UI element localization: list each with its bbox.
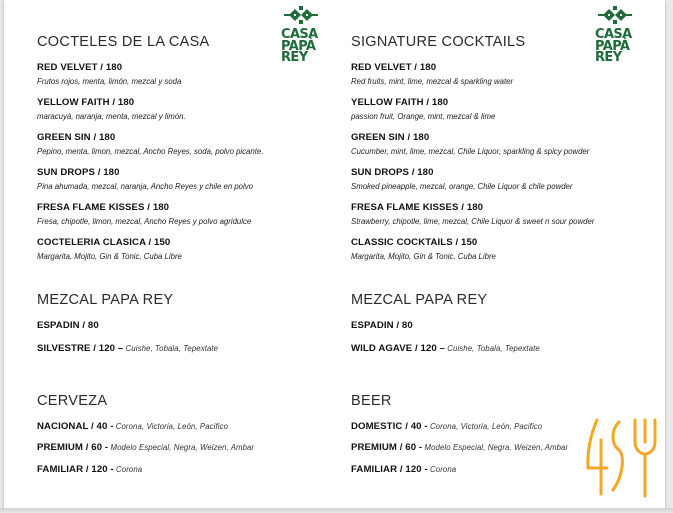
section-title-beer: CERVEZA xyxy=(37,393,108,409)
item-name: SUN DROPS / 180 xyxy=(351,167,434,178)
item-description: Cuishe, Tobala, Tepextate xyxy=(123,344,219,353)
section-title-mezcal: MEZCAL PAPA REY xyxy=(37,292,174,308)
item-name: ESPADIN / 80 xyxy=(37,320,99,331)
item-description: Modelo Especial, Negra, Weizen, Ambar xyxy=(422,443,569,452)
item-description: Corona xyxy=(427,465,457,474)
item-name: YELLOW FAITH / 180 xyxy=(351,97,449,108)
item-description: maracuyá, naranja, menta, mezcal y limón. xyxy=(37,112,186,121)
item-name: RED VELVET / 180 xyxy=(351,62,437,73)
item-description: Fresa, chipotle, limon, mezcal, Ancho Reyes y polvo agridulce xyxy=(37,217,252,226)
item-description: Cucumber, mint, lime, mezcal, Chile Liquor, sparkling & spicy powder xyxy=(351,147,590,156)
item-name: NACIONAL / 40 - Corona, Victoria, León, Pacifico xyxy=(37,421,229,432)
item-name: FRESA FLAME KISSES / 180 xyxy=(37,202,170,213)
item-description: Frutos rojos, menta, limón, mezcal y soda xyxy=(37,77,182,86)
item-description: Smoked pineapple, mezcal, orange, Chile Liquor & chile powder xyxy=(351,182,573,191)
item-name: WILD AGAVE / 120 – Cuishe, Tobala, Tepextate xyxy=(351,343,540,354)
item-name: PREMIUM / 60 - Modelo Especial, Negra, Weizen, Ambar xyxy=(37,442,255,453)
brand-ornament-icon xyxy=(284,5,318,25)
item-name: ESPADIN / 80 xyxy=(351,320,413,331)
item-description: Pepino, menta, limon, mezcal, Ancho Reyes, soda, polvo picante. xyxy=(37,147,264,156)
page-edge-shadow xyxy=(0,508,673,513)
item-name: PREMIUM / 60 - Modelo Especial, Negra, Weizen, Ambar xyxy=(351,442,569,453)
item-description: Cuishe, Tobala, Tepextate xyxy=(445,344,540,353)
item-name: RED VELVET / 180 xyxy=(37,62,123,73)
item-name: GREEN SIN / 180 xyxy=(351,132,430,143)
item-name: CLASSIC COCKTAILS / 150 xyxy=(351,237,478,248)
item-name: FRESA FLAME KISSES / 180 xyxy=(351,202,484,213)
brand-ornament-icon xyxy=(598,5,632,25)
section-title-mezcal: MEZCAL PAPA REY xyxy=(351,292,488,308)
item-description: Strawberry, chipotle, lime, mezcal, Chile Liquor & sweet n sour powder xyxy=(351,217,595,226)
section-title-beer: BEER xyxy=(351,393,392,409)
item-name: DOMESTIC / 40 - Corona, Victoria, León, Pacifico xyxy=(351,421,543,432)
item-description: Corona xyxy=(113,465,143,474)
item-description: Pina ahumada, mezcal, naranja, Ancho Reyes y chile en polvo xyxy=(37,182,253,191)
item-description: Corona, Victoria, León, Pacifico xyxy=(113,422,229,431)
menu-page xyxy=(4,0,665,508)
item-description: Modelo Especial, Negra, Weizen, Ambar xyxy=(108,443,255,452)
item-name: YELLOW FAITH / 180 xyxy=(37,97,135,108)
fork-knife-logo-icon xyxy=(583,416,659,500)
item-name: SILVESTRE / 120 – Cuishe, Tobala, Tepextate xyxy=(37,343,219,354)
brand-logo: CASA PAPÁ REY xyxy=(281,27,318,65)
item-description: Red fruits, mint, lime, mezcal & sparkling water xyxy=(351,77,514,86)
item-name: SUN DROPS / 180 xyxy=(37,167,120,178)
item-description: passion fruit, Orange, mint, mezcal & lime xyxy=(351,112,496,121)
brand-logo: CASA PAPÁ REY xyxy=(595,27,632,65)
item-name: COCTELERIA CLASICA / 150 xyxy=(37,237,171,248)
item-name: GREEN SIN / 180 xyxy=(37,132,116,143)
section-title-cocktails: COCTELES DE LA CASA xyxy=(37,34,210,50)
item-description: Margarita, Mojito, Gin & Tonic, Cuba Libre xyxy=(37,252,182,261)
item-description: Margarita, Mojito, Gin & Tonic, Cuba Libre xyxy=(351,252,496,261)
item-description: Corona, Victoria, León, Pacifico xyxy=(427,422,543,431)
item-name: FAMILIAR / 120 - Corona xyxy=(351,464,457,475)
section-title-cocktails: SIGNATURE COCKTAILS xyxy=(351,34,526,50)
item-name: FAMILIAR / 120 - Corona xyxy=(37,464,143,475)
